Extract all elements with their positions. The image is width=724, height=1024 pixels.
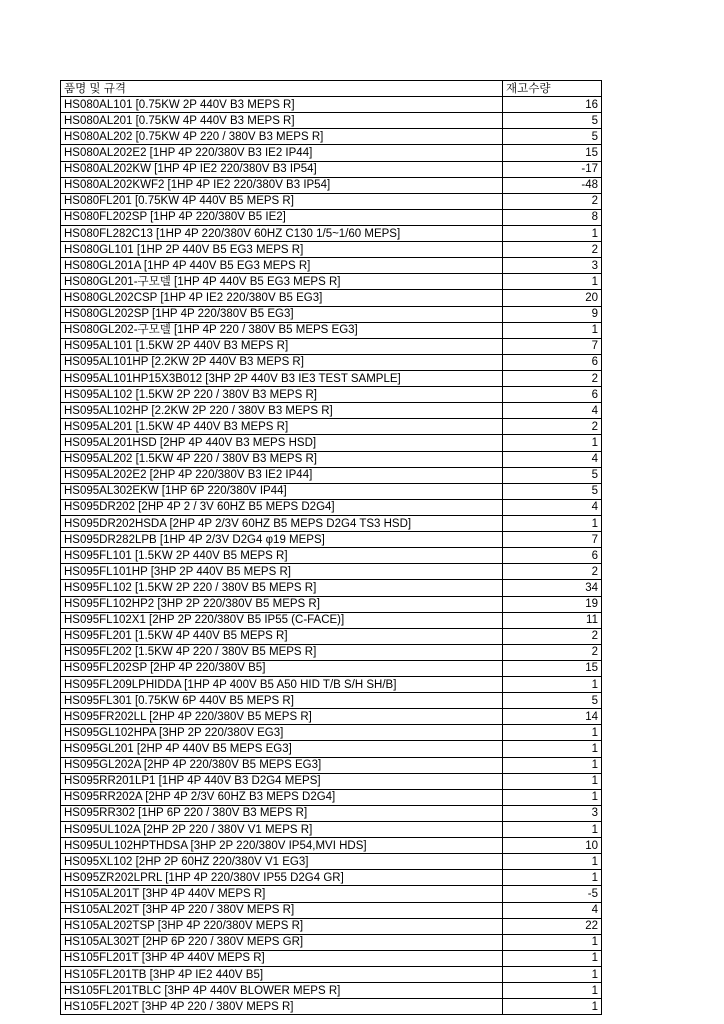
table-row	[61, 612, 602, 628]
item-qty-cell: 4	[503, 499, 602, 515]
table-row	[61, 709, 602, 725]
item-name-cell: HS095FL209LPHIDDA [1HP 4P 400V B5 A50 HID T/B S/H SH/B]	[61, 677, 503, 693]
item-qty-cell: 7	[503, 338, 602, 354]
table-body	[61, 97, 602, 1015]
table-row	[61, 274, 602, 290]
table-row	[61, 773, 602, 789]
item-name-cell: HS095AL101 [1.5KW 2P 440V B3 MEPS R]	[61, 338, 503, 354]
item-name-cell: HS080GL101 [1HP 2P 440V B5 EG3 MEPS R]	[61, 242, 503, 258]
item-name-cell: HS095GL202A [2HP 4P 220/380V B5 MEPS EG3]	[61, 757, 503, 773]
item-name-cell: HS105FL201TBLC [3HP 4P 440V BLOWER MEPS R]	[61, 983, 503, 999]
table-row	[61, 483, 602, 499]
table-row	[61, 854, 602, 870]
item-name-cell: HS095RR202A [2HP 4P 2/3V 60HZ B3 MEPS D2G4]	[61, 789, 503, 805]
item-qty-cell: 5	[503, 467, 602, 483]
item-name-cell: HS095FL201 [1.5KW 4P 440V B5 MEPS R]	[61, 628, 503, 644]
item-name-cell: HS105FL201T [3HP 4P 440V MEPS R]	[61, 950, 503, 966]
item-qty-cell: 7	[503, 532, 602, 548]
table-row	[61, 822, 602, 838]
item-qty-cell: 1	[503, 934, 602, 950]
table-row	[61, 209, 602, 225]
item-qty-cell: 2	[503, 644, 602, 660]
item-qty-cell: 1	[503, 854, 602, 870]
item-name-cell: HS080GL202SP [1HP 4P 220/380V B5 EG3]	[61, 306, 503, 322]
table-row	[61, 290, 602, 306]
item-name-cell: HS080GL202-구모델 [1HP 4P 220 / 380V B5 MEPS EG3]	[61, 322, 503, 338]
table-row	[61, 999, 602, 1015]
item-name-cell: HS095ZR202LPRL [1HP 4P 220/380V IP55 D2G4 GR]	[61, 870, 503, 886]
item-name-cell: HS080GL202CSP [1HP 4P IE2 220/380V B5 EG3]	[61, 290, 503, 306]
item-name-cell: HS080AL201 [0.75KW 4P 440V B3 MEPS R]	[61, 113, 503, 129]
item-name-cell: HS080FL282C13 [1HP 4P 220/380V 60HZ C130 1/5~1/60 MEPS]	[61, 225, 503, 241]
item-name-cell: HS095AL202E2 [2HP 4P 220/380V B3 IE2 IP44]	[61, 467, 503, 483]
item-qty-cell: 5	[503, 129, 602, 145]
item-qty-cell: 5	[503, 693, 602, 709]
item-name-cell: HS105AL202TSP [3HP 4P 220/380V MEPS R]	[61, 918, 503, 934]
item-name-cell: HS095FL101 [1.5KW 2P 440V B5 MEPS R]	[61, 548, 503, 564]
item-name-cell: HS095FL202SP [2HP 4P 220/380V B5]	[61, 660, 503, 676]
table-row	[61, 129, 602, 145]
table-row	[61, 757, 602, 773]
item-name-cell: HS095FL102 [1.5KW 2P 220 / 380V B5 MEPS R]	[61, 580, 503, 596]
table-row	[61, 596, 602, 612]
table-row	[61, 113, 602, 129]
item-name-cell: HS080AL202E2 [1HP 4P 220/380V B3 IE2 IP44]	[61, 145, 503, 161]
item-name-cell: HS095UL102HPTHDSA [3HP 2P 220/380V IP54,MVI HDS]	[61, 838, 503, 854]
item-qty-cell: 1	[503, 983, 602, 999]
table-row	[61, 451, 602, 467]
item-qty-cell: 5	[503, 113, 602, 129]
table-row	[61, 628, 602, 644]
item-qty-cell: 1	[503, 274, 602, 290]
table-row	[61, 918, 602, 934]
item-name-cell: HS095DR202 [2HP 4P 2 / 3V 60HZ B5 MEPS D2G4]	[61, 499, 503, 515]
item-name-cell: HS080FL202SP [1HP 4P 220/380V B5 IE2]	[61, 209, 503, 225]
item-qty-cell: 10	[503, 838, 602, 854]
item-qty-cell: 4	[503, 902, 602, 918]
table-row	[61, 805, 602, 821]
item-name-cell: HS095AL201 [1.5KW 4P 440V B3 MEPS R]	[61, 419, 503, 435]
item-qty-cell: -48	[503, 177, 602, 193]
item-qty-cell: 1	[503, 322, 602, 338]
item-qty-cell: 20	[503, 290, 602, 306]
item-qty-cell: 1	[503, 725, 602, 741]
item-name-cell: HS095AL101HP15X3B012 [3HP 2P 440V B3 IE3 TEST SAMPLE]	[61, 370, 503, 386]
item-name-cell: HS095AL101HP [2.2KW 2P 440V B3 MEPS R]	[61, 354, 503, 370]
table-row	[61, 387, 602, 403]
item-qty-cell: 15	[503, 145, 602, 161]
table-row	[61, 644, 602, 660]
item-qty-cell: 16	[503, 97, 602, 113]
item-qty-cell: 1	[503, 789, 602, 805]
item-name-cell: HS095AL201HSD [2HP 4P 440V B3 MEPS HSD]	[61, 435, 503, 451]
item-qty-cell: 1	[503, 677, 602, 693]
item-qty-cell: 1	[503, 225, 602, 241]
table-row	[61, 693, 602, 709]
table-row	[61, 983, 602, 999]
table-row	[61, 950, 602, 966]
item-qty-cell: 1	[503, 757, 602, 773]
item-name-cell: HS080GL201A [1HP 4P 440V B5 EG3 MEPS R]	[61, 258, 503, 274]
item-name-cell: HS095DR282LPB [1HP 4P 2/3V D2G4 φ19 MEPS]	[61, 532, 503, 548]
column-header-name: 품명 및 규격	[61, 81, 503, 97]
item-name-cell: HS095AL202 [1.5KW 4P 220 / 380V B3 MEPS R]	[61, 451, 503, 467]
table-row	[61, 322, 602, 338]
item-name-cell: HS080GL201-구모델 [1HP 4P 440V B5 EG3 MEPS R]	[61, 274, 503, 290]
table-row	[61, 258, 602, 274]
table-row	[61, 741, 602, 757]
table-row	[61, 225, 602, 241]
item-name-cell: HS080FL201 [0.75KW 4P 440V B5 MEPS R]	[61, 193, 503, 209]
item-qty-cell: 6	[503, 354, 602, 370]
item-name-cell: HS095DR202HSDA [2HP 4P 2/3V 60HZ B5 MEPS D2G4 TS3 HSD]	[61, 515, 503, 531]
item-name-cell: HS105AL202T [3HP 4P 220 / 380V MEPS R]	[61, 902, 503, 918]
item-name-cell: HS080AL101 [0.75KW 2P 440V B3 MEPS R]	[61, 97, 503, 113]
table-row	[61, 789, 602, 805]
inventory-sheet	[60, 80, 602, 1015]
table-row	[61, 934, 602, 950]
table-row	[61, 370, 602, 386]
item-name-cell: HS095GL102HPA [3HP 2P 220/380V EG3]	[61, 725, 503, 741]
item-qty-cell: 2	[503, 564, 602, 580]
item-name-cell: HS095RR302 [1HP 6P 220 / 380V B3 MEPS R]	[61, 805, 503, 821]
table-row	[61, 354, 602, 370]
item-qty-cell: 3	[503, 805, 602, 821]
item-qty-cell: 14	[503, 709, 602, 725]
table-row	[61, 870, 602, 886]
table-row	[61, 97, 602, 113]
item-name-cell: HS095FL102HP2 [3HP 2P 220/380V B5 MEPS R]	[61, 596, 503, 612]
item-qty-cell: 19	[503, 596, 602, 612]
inventory-table	[60, 80, 602, 1015]
item-qty-cell: 2	[503, 419, 602, 435]
table-row	[61, 967, 602, 983]
table-row	[61, 499, 602, 515]
item-qty-cell: 34	[503, 580, 602, 596]
item-qty-cell: 8	[503, 209, 602, 225]
table-row	[61, 419, 602, 435]
item-name-cell: HS095AL102 [1.5KW 2P 220 / 380V B3 MEPS R]	[61, 387, 503, 403]
item-qty-cell: 11	[503, 612, 602, 628]
table-row	[61, 548, 602, 564]
item-name-cell: HS095FR202LL [2HP 4P 220/380V B5 MEPS R]	[61, 709, 503, 725]
item-qty-cell: 1	[503, 950, 602, 966]
table-row	[61, 580, 602, 596]
item-qty-cell: 6	[503, 387, 602, 403]
item-qty-cell: 1	[503, 435, 602, 451]
table-row	[61, 435, 602, 451]
table-row	[61, 403, 602, 419]
item-qty-cell: 6	[503, 548, 602, 564]
table-row	[61, 193, 602, 209]
item-name-cell: HS095FL101HP [3HP 2P 440V B5 MEPS R]	[61, 564, 503, 580]
item-qty-cell: 2	[503, 370, 602, 386]
item-name-cell: HS105FL202T [3HP 4P 220 / 380V MEPS R]	[61, 999, 503, 1015]
item-name-cell: HS105AL201T [3HP 4P 440V MEPS R]	[61, 886, 503, 902]
table-row	[61, 515, 602, 531]
table-row	[61, 177, 602, 193]
item-name-cell: HS105AL302T [2HP 6P 220 / 380V MEPS GR]	[61, 934, 503, 950]
item-name-cell: HS095GL201 [2HP 4P 440V B5 MEPS EG3]	[61, 741, 503, 757]
table-row	[61, 902, 602, 918]
item-name-cell: HS095XL102 [2HP 2P 60HZ 220/380V V1 EG3]	[61, 854, 503, 870]
table-row	[61, 838, 602, 854]
table-row	[61, 564, 602, 580]
item-name-cell: HS095FL102X1 [2HP 2P 220/380V B5 IP55 (C-FACE)]	[61, 612, 503, 628]
item-name-cell: HS095FL301 [0.75KW 6P 440V B5 MEPS R]	[61, 693, 503, 709]
item-name-cell: HS095AL302EKW [1HP 6P 220/380V IP44]	[61, 483, 503, 499]
item-name-cell: HS105FL201TB [3HP 4P IE2 440V B5]	[61, 967, 503, 983]
table-row	[61, 532, 602, 548]
item-qty-cell: 22	[503, 918, 602, 934]
item-qty-cell: 9	[503, 306, 602, 322]
item-qty-cell: 1	[503, 741, 602, 757]
item-qty-cell: 4	[503, 451, 602, 467]
column-header-qty: 재고수량	[503, 81, 602, 97]
item-qty-cell: 4	[503, 403, 602, 419]
item-qty-cell: 2	[503, 628, 602, 644]
table-row	[61, 338, 602, 354]
item-name-cell: HS095RR201LP1 [1HP 4P 440V B3 D2G4 MEPS]	[61, 773, 503, 789]
item-name-cell: HS095FL202 [1.5KW 4P 220 / 380V B5 MEPS R]	[61, 644, 503, 660]
item-name-cell: HS095AL102HP [2.2KW 2P 220 / 380V B3 MEPS R]	[61, 403, 503, 419]
table-row	[61, 161, 602, 177]
table-row	[61, 467, 602, 483]
item-qty-cell: 1	[503, 822, 602, 838]
item-name-cell: HS095UL102A [2HP 2P 220 / 380V V1 MEPS R]	[61, 822, 503, 838]
item-name-cell: HS080AL202KW [1HP 4P IE2 220/380V B3 IP54]	[61, 161, 503, 177]
item-qty-cell: 15	[503, 660, 602, 676]
table-row	[61, 725, 602, 741]
item-qty-cell: 2	[503, 242, 602, 258]
table-row	[61, 677, 602, 693]
item-qty-cell: 1	[503, 515, 602, 531]
item-qty-cell: 1	[503, 870, 602, 886]
table-row	[61, 145, 602, 161]
header-row	[61, 81, 602, 97]
table-row	[61, 886, 602, 902]
table-row	[61, 660, 602, 676]
table-row	[61, 306, 602, 322]
table-row	[61, 242, 602, 258]
item-qty-cell: 1	[503, 773, 602, 789]
item-qty-cell: 2	[503, 193, 602, 209]
item-name-cell: HS080AL202KWF2 [1HP 4P IE2 220/380V B3 IP54]	[61, 177, 503, 193]
item-qty-cell: -17	[503, 161, 602, 177]
item-name-cell: HS080AL202 [0.75KW 4P 220 / 380V B3 MEPS R]	[61, 129, 503, 145]
item-qty-cell: 3	[503, 258, 602, 274]
item-qty-cell: 1	[503, 999, 602, 1015]
item-qty-cell: 1	[503, 967, 602, 983]
item-qty-cell: 5	[503, 483, 602, 499]
item-qty-cell: -5	[503, 886, 602, 902]
